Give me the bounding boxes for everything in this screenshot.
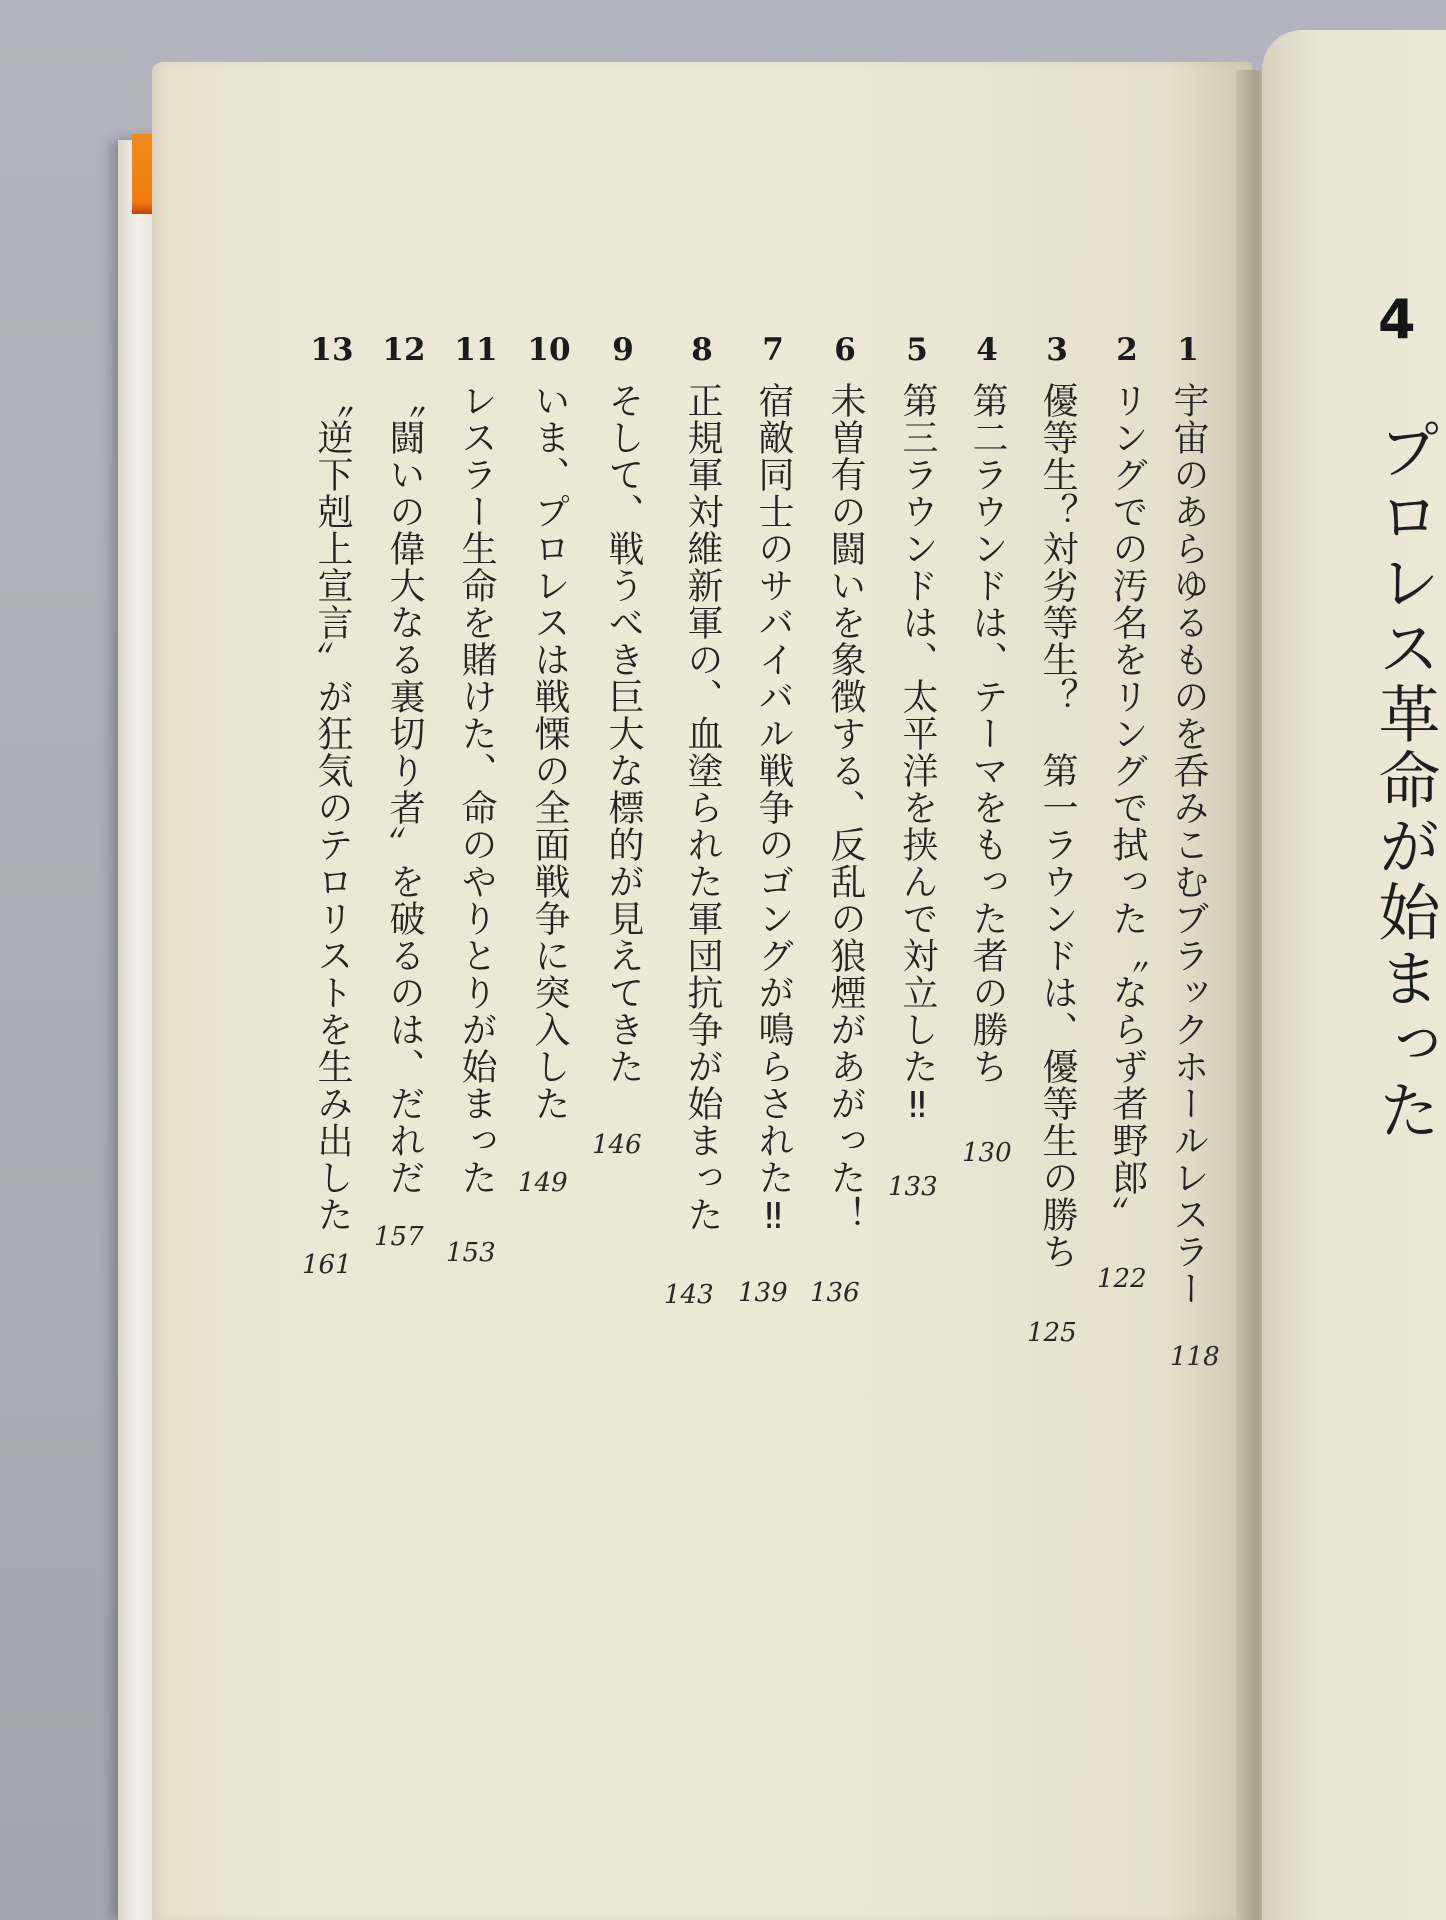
entry-title: 第三ラウンドは、太平洋を挟んで対立した‼ bbox=[897, 382, 938, 1127]
entry-page: 161 bbox=[302, 1250, 352, 1280]
entry-number: 9 bbox=[612, 332, 634, 368]
entry-title: レスラー生命を賭けた、命のやりとりが始まった bbox=[456, 382, 497, 1196]
toc-entry bbox=[957, 330, 1017, 1085]
entry-number: 3 bbox=[1046, 332, 1068, 368]
entry-number: 10 bbox=[527, 332, 571, 368]
toc-entry bbox=[374, 330, 434, 1196]
toc-entry bbox=[1027, 330, 1087, 1270]
entry-page: 122 bbox=[1097, 1264, 1147, 1294]
entry-page: 125 bbox=[1027, 1318, 1077, 1348]
chapter-number: 4 bbox=[1378, 288, 1416, 351]
entry-number: 2 bbox=[1116, 332, 1138, 368]
entry-title: 〝逆下剋上宣言〟が狂気のテロリストを生み出した bbox=[312, 382, 353, 1233]
entry-title: 正規軍対維新軍の、血塗られた軍団抗争が始まった bbox=[682, 382, 723, 1233]
entry-title: 第二ラウンドは、テーマをもった者の勝ち bbox=[967, 382, 1008, 1085]
toc-entry bbox=[672, 330, 732, 1233]
entry-number: 8 bbox=[691, 332, 713, 368]
toc-entry bbox=[593, 330, 653, 1085]
entry-number: 7 bbox=[762, 332, 784, 368]
toc-entry bbox=[1097, 330, 1157, 1233]
toc-entry bbox=[887, 330, 947, 1127]
entry-page: 118 bbox=[1170, 1342, 1220, 1372]
entry-number: 5 bbox=[906, 332, 928, 368]
entry-title: 〝闘いの偉大なる裏切り者〟を破るのは、だれだ bbox=[384, 382, 425, 1196]
entry-title: 優等生？対劣等生？ 第一ラウンドは、優等生の勝ち bbox=[1037, 382, 1078, 1270]
entry-page: 153 bbox=[446, 1238, 496, 1268]
entry-title: 未曽有の闘いを象徴する、反乱の狼煙があがった！ bbox=[825, 382, 866, 1233]
entry-title: そして、戦うべき巨大な標的が見えてきた bbox=[603, 382, 644, 1085]
entry-page: 146 bbox=[592, 1130, 642, 1160]
entry-page: 133 bbox=[888, 1172, 938, 1202]
entry-title: 宇宙のあらゆるものを呑みこむブラックホールレスラー bbox=[1168, 382, 1209, 1307]
entry-title: いま、プロレスは戦慄の全面戦争に突入した bbox=[529, 382, 570, 1122]
toc-entry bbox=[743, 330, 803, 1238]
entry-page: 149 bbox=[518, 1168, 568, 1198]
toc-entry bbox=[446, 330, 506, 1196]
toc-entry bbox=[519, 330, 579, 1122]
toc-entry bbox=[302, 330, 362, 1233]
entry-page: 143 bbox=[664, 1280, 714, 1310]
entry-page: 136 bbox=[810, 1278, 860, 1308]
entry-number: 4 bbox=[976, 332, 998, 368]
entry-number: 11 bbox=[454, 332, 498, 368]
entry-page: 130 bbox=[962, 1138, 1012, 1168]
entry-number: 1 bbox=[1177, 332, 1199, 368]
entry-title: リングでの汚名をリングで拭った〝ならず者野郎〟 bbox=[1107, 382, 1148, 1233]
entry-number: 12 bbox=[382, 332, 426, 368]
toc-entry bbox=[1158, 330, 1218, 1307]
toc-entry bbox=[815, 330, 875, 1233]
entry-page: 157 bbox=[374, 1222, 424, 1252]
entry-title: 宿敵同士のサバイバル戦争のゴングが鳴らされた‼ bbox=[753, 382, 794, 1238]
entry-number: 6 bbox=[834, 332, 856, 368]
entry-page: 139 bbox=[738, 1278, 788, 1308]
chapter-title: プロレス革命が始まった bbox=[1368, 418, 1441, 1144]
entry-number: 13 bbox=[310, 332, 354, 368]
